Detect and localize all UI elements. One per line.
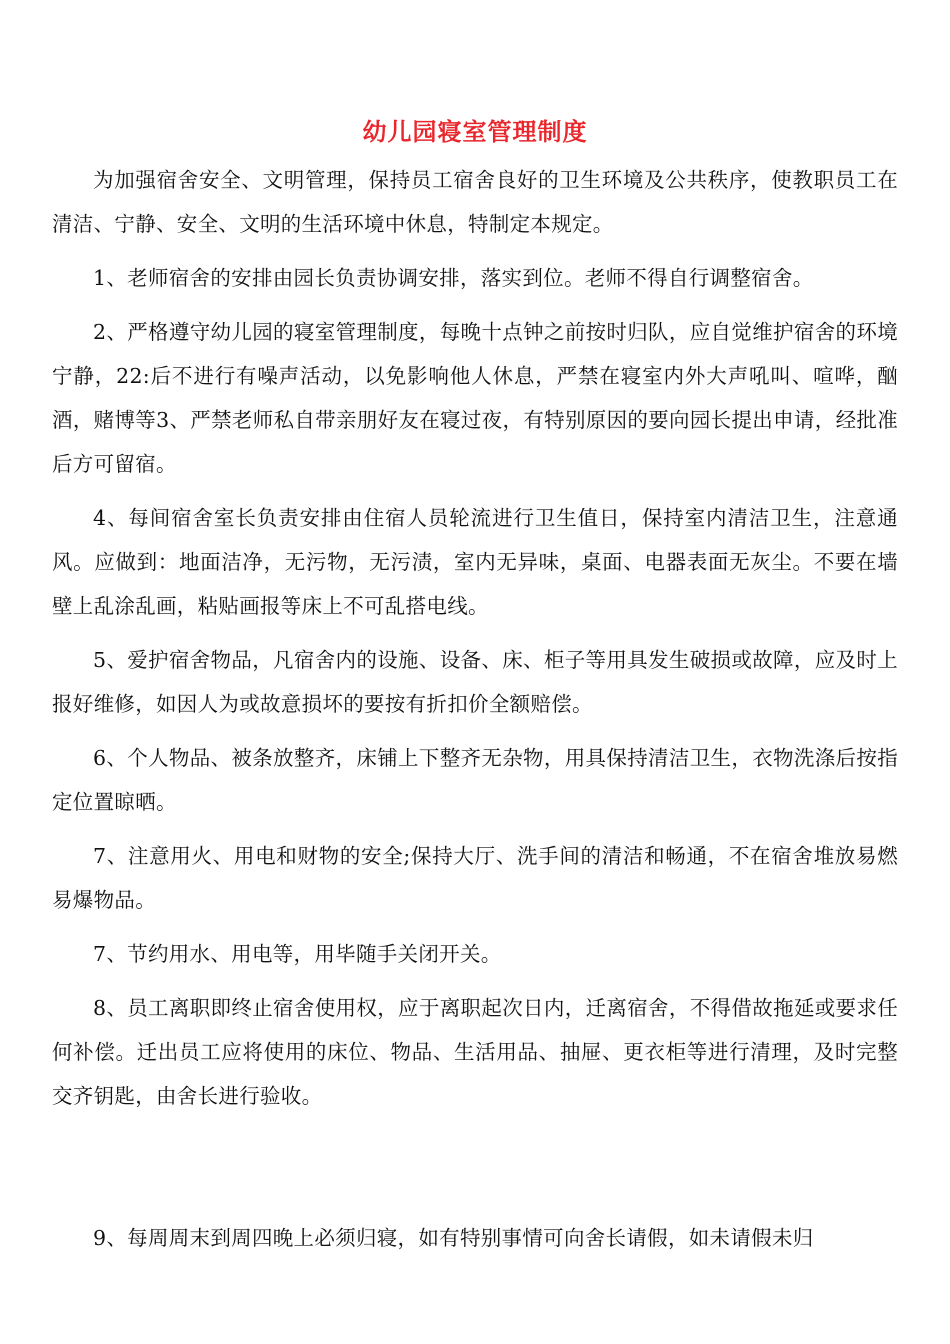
- rule-8: 8、员工离职即终止宿舍使用权，应于离职起次日内，迁离宿舍，不得借故拖延或要求任何补偿。迁出员工应将使用的床位、物品、生活用品、抽屉、更衣柜等进行清理，及时完整交齐钥匙，由舍长进行验收。: [52, 996, 898, 1108]
- document-page: [52, 112, 898, 1128]
- rule-5: 5、爱护宿舍物品，凡宿舍内的设施、设备、床、柜子等用具发生破损或故障，应及时上报好维修，如因人为或故意损坏的要按有折扣价全额赔偿。: [52, 648, 898, 716]
- rule-7-saving: 7、节约用水、用电等，用毕随手关闭开关。: [93, 942, 502, 966]
- rule-1: 1、老师宿舍的安排由园长负责协调安排，落实到位。老师不得自行调整宿舍。: [93, 266, 814, 290]
- rule-7-safety: 7、注意用火、用电和财物的安全;保持大厅、洗手间的清洁和畅通，不在宿舍堆放易燃易爆物品。: [52, 844, 898, 912]
- document-title: 幼儿园寝室管理制度: [362, 117, 588, 146]
- rule-4: 4、每间宿舍室长负责安排由住宿人员轮流进行卫生值日，保持室内清洁卫生，注意通风。应做到：地面洁净，无污物，无污渍，室内无异味，桌面、电器表面无灰尘。不要在墙壁上乱涂乱画，粘贴画报等床上不可乱搭电线。: [52, 506, 898, 618]
- intro-paragraph: 为加强宿舍安全、文明管理，保持员工宿舍良好的卫生环境及公共秩序，使教职员工在清洁、宁静、安全、文明的生活环境中休息，特制定本规定。: [52, 168, 898, 236]
- rule-2-3: 2、严格遵守幼儿园的寝室管理制度，每晚十点钟之前按时归队，应自觉维护宿舍的环境宁静，22:后不进行有噪声活动，以免影响他人休息，严禁在寝室内外大声吼叫、喧哗，酗酒，赌博等3、严禁老师私自带亲朋好友在寝过夜，有特别原因的要向园长提出申请，经批准后方可留宿。: [52, 320, 898, 476]
- rule-9: 9、每周周末到周四晚上必须归寝，如有特别事情可向舍长请假，如未请假未归: [93, 1226, 814, 1250]
- rule-6: 6、个人物品、被条放整齐，床铺上下整齐无杂物，用具保持清洁卫生，衣物洗涤后按指定位置晾晒。: [52, 746, 898, 814]
